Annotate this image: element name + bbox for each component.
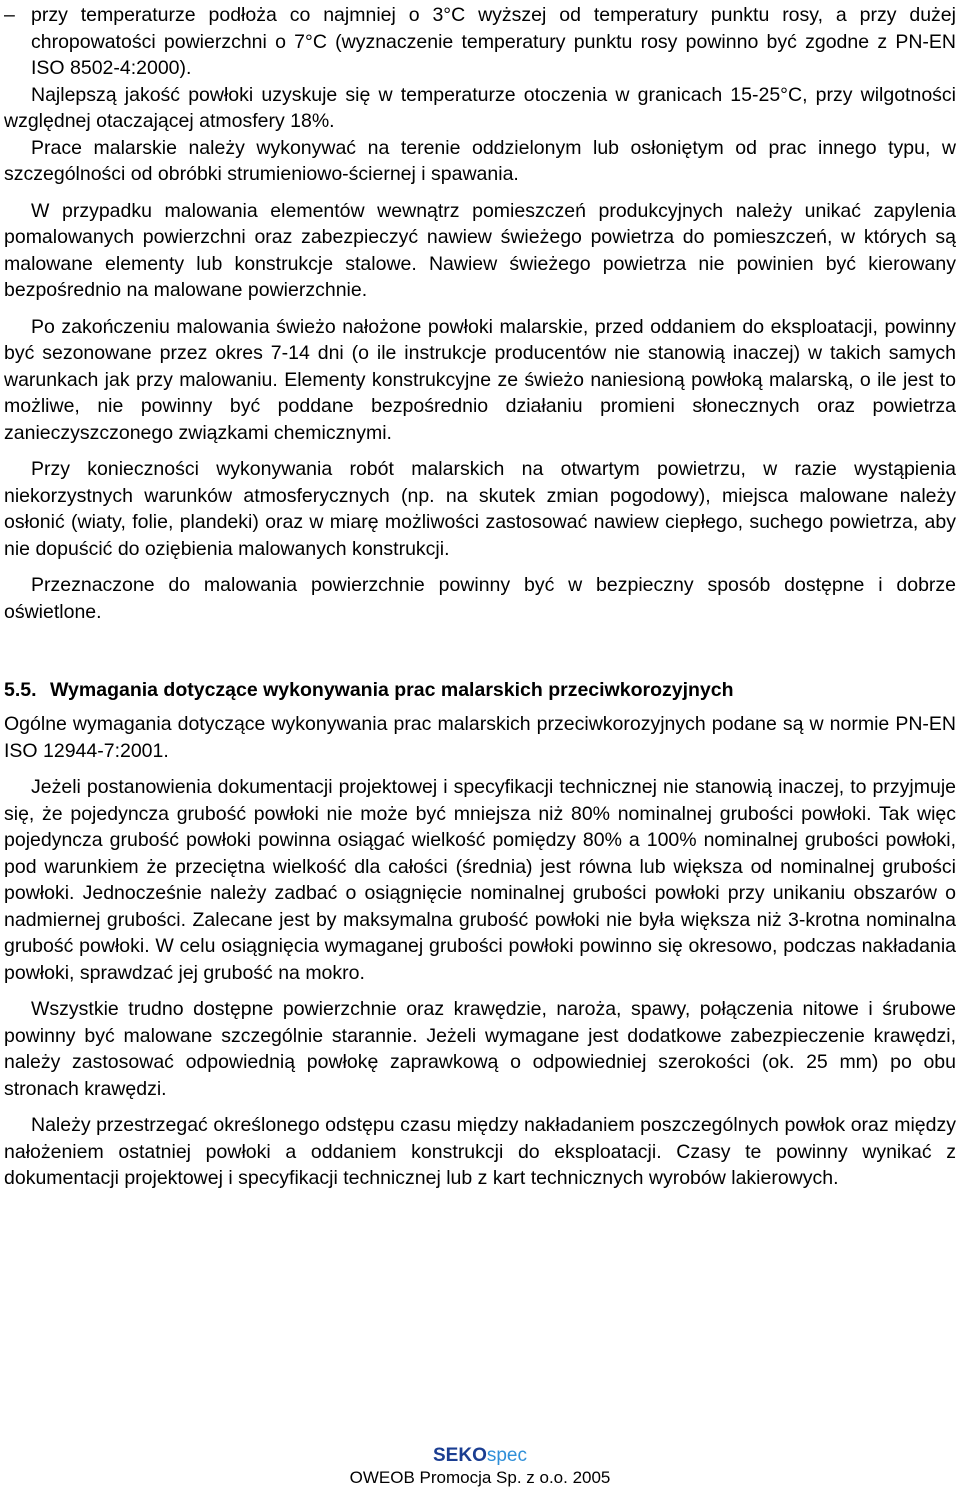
paragraph: Po zakończeniu malowania świeżo nałożone powłoki malarskie, przed oddaniem do eksploatacji, powinny być sezonowane przez okres 7-14 dni (o ile instrukcje producentów nie stanowią inaczej) w takich samych warunkach jak przy malowaniu. Elementy konstrukcyjne ze świeżo naniesioną powłoką malarską, o ile jest to możliwe, nie powinny być poddane bezpośrednio działaniu promieni słonecznych oraz powietrza zanieczyszczonego związkami chemicznymi. bbox=[4, 315, 956, 444]
section-title: Wymagania dotyczące wykonywania prac malarskich przeciwkorozyjnych bbox=[50, 679, 734, 701]
section-intro: Ogólne wymagania dotyczące wykonywania prac malarskich przeciwkorozyjnych podane są w normie PN-EN ISO 12944-7:2001. bbox=[4, 713, 956, 762]
bullet-item bbox=[4, 2, 956, 82]
paragraph: Przy konieczności wykonywania robót malarskich na otwartym powietrzu, w razie wystąpienia niekorzystnych warunków atmosferycznych (np. na skutek zmian pogodowy), miejsca malowane należy osłonić (wiaty, folie, plandeki) oraz w miarę możliwości zastosować nawiew ciepłego, suchego powietrza, aby nie dopuścić do oziębienia malowanych konstrukcji. bbox=[4, 458, 956, 560]
document-page bbox=[4, 0, 956, 1192]
section-number: 5.5. bbox=[4, 679, 37, 701]
paragraph: Prace malarskie należy wykonywać na terenie oddzielonym lub osłoniętym od prac innego typu, w szczególności od obróbki strumieniowo-ściernej i spawania. bbox=[4, 136, 956, 185]
paragraph: Przeznaczone do malowania powierzchnie powinny być w bezpieczny sposób dostępne i dobrze oświetlone. bbox=[4, 574, 956, 623]
paragraph: Należy przestrzegać określonego odstępu czasu między nakładaniem poszczególnych powłok oraz między nałożeniem ostatniej powłoki a oddaniem konstrukcji do eksploatacji. Czasy te powinny wynikać z dokumentacji projektowej i specyfikacji technicznej lub z kart technicznych wyrobów lakierowych. bbox=[4, 1114, 956, 1189]
bullet-dash: – bbox=[4, 4, 15, 26]
footer-brand-logo bbox=[0, 1446, 960, 1466]
footer-company: OWEOB Promocja Sp. z o.o. 2005 bbox=[349, 1468, 611, 1487]
bullet-text: przy temperaturze podłoża co najmniej o 3°C wyższej od temperatury punktu rosy, a przy dużej chropowatości powierzchni o 7°C (wyznaczenie temperatury punktu rosy powinno być zgodne z PN-EN ISO 8502-4:2000). bbox=[31, 4, 956, 79]
paragraph: W przypadku malowania elementów wewnątrz pomieszczeń produkcyjnych należy unikać zapylenia pomalowanych powierzchni oraz zabezpieczyć nawiew świeżego powietrza do pomieszczeń, w których są malowane elementy lub konstrukcje stalowe. Nawiew świeżego powietrza nie powinien być kierowany bezpośrednio na malowane powierzchnie. bbox=[4, 199, 956, 301]
brand-part1: SEKO bbox=[433, 1445, 487, 1466]
paragraph: Jeżeli postanowienia dokumentacji projektowej i specyfikacji technicznej nie stanowią inaczej, to przyjmuje się, że pojedyncza grubość powłoki nie może być mniejsza niż 80% nominalnej grubości powłoki. Tak więc pojedyncza grubość powłoki powinna osiągać wielkość pomiędzy 80% a 100% nominalnej grubości powłoki, pod warunkiem że przeciętna wielkość dla całości (średnia) jest równa lub większa od nominalnej grubości powłoki. Jednocześnie należy zadbać o osiągnięcie nominalnej grubości powłoki przy unikaniu obszarów o nadmiernej grubości. Zalecane jest by maksymalna grubość powłoki nie była większa niż 3-krotna nominalna grubość powłoki. W celu osiągnięcia wymaganej grubości powłoki powinno się okresowo, podczas nakładania powłoki, sprawdzać jej grubość na mokro. bbox=[4, 776, 956, 984]
paragraph: Najlepszą jakość powłoki uzyskuje się w temperaturze otoczenia w granicach 15-25°C, przy wilgotności względnej otaczającej atmosfery 18%. bbox=[4, 83, 956, 132]
section-heading bbox=[4, 677, 956, 703]
paragraph: Wszystkie trudno dostępne powierzchnie oraz krawędzie, naroża, spawy, połączenia nitowe i śrubowe powinny być malowane szczególnie starannie. Jeżeli wymagane jest dodatkowe zabezpieczenie krawędzi, należy zastosować odpowiednią powłokę zaprawkową o odpowiedniej szerokości (ok. 25 mm) po obu stronach krawędzi. bbox=[4, 998, 956, 1100]
brand-part2: spec bbox=[486, 1445, 527, 1466]
